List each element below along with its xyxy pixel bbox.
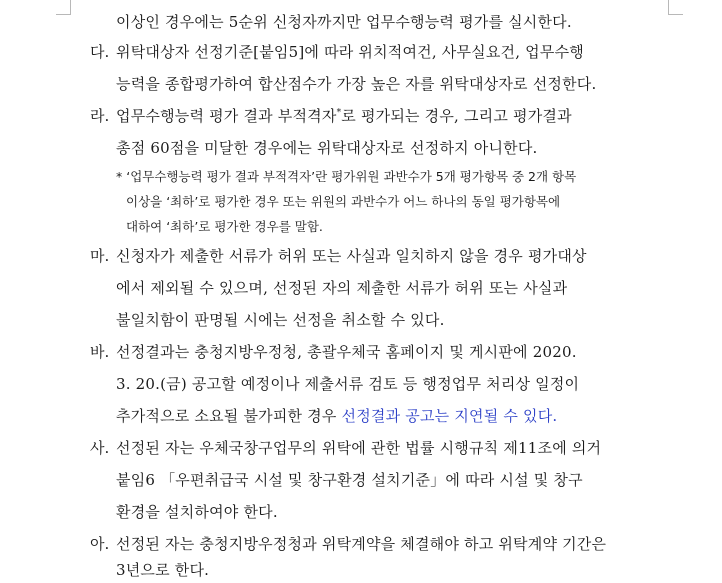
footnote-line: * ‘업무수행능력 평가 결과 부적격자’란 평가위원 과반수가 5개 평가항목 중 2개 항목 xyxy=(116,169,577,184)
item-i-line: 3년으로 한다. xyxy=(116,561,210,579)
item-e-text: 로 평가되는 경우, 그리고 평가결과 xyxy=(341,107,572,125)
item-i-marker: 아. xyxy=(90,535,110,553)
item-g-line xyxy=(116,406,557,426)
item-d-marker: 다. xyxy=(90,43,110,61)
item-g-highlight: 선정결과 공고는 지연될 수 있다. xyxy=(341,407,558,425)
footnote-line: 이상을 ‘최하’로 평가한 경우 또는 위원의 과반수가 어느 하나의 동일 평가항목에 xyxy=(126,194,561,209)
item-f-line: 불일치함이 판명될 시에는 선정을 취소할 수 있다. xyxy=(116,311,445,329)
item-e-marker: 라. xyxy=(90,107,110,125)
crop-mark-top-right xyxy=(668,0,683,15)
item-h-line: 붙임6 「우편취급국 시설 및 창구환경 설치기준」에 따라 시설 및 창구 xyxy=(116,471,583,489)
footnote-line: 대하여 ‘최하’로 평가한 경우를 말함. xyxy=(126,219,323,234)
item-g-line: 선정결과는 충청지방우정청, 총괄우체국 홈페이지 및 게시판에 2020. xyxy=(116,343,577,361)
crop-mark-top-left xyxy=(56,0,71,15)
item-f-line: 신청자가 제출한 서류가 허위 또는 사실과 일치하지 않을 경우 평가대상 xyxy=(116,247,587,265)
item-c-continuation: 이상인 경우에는 5순위 신청자까지만 업무수행능력 평가를 실시한다. xyxy=(116,13,572,31)
item-e-line xyxy=(116,106,572,126)
item-g-marker: 바. xyxy=(90,343,110,361)
item-d-line: 위탁대상자 선정기준[붙임5]에 따라 위치적여건, 사무실요건, 업무수행 xyxy=(116,43,584,61)
item-g-line: 3. 20.(금) 공고할 예정이나 제출서류 검토 등 행정업무 처리상 일정이 xyxy=(116,375,580,393)
item-g-text: 추가적으로 소요될 불가피한 경우 xyxy=(116,407,342,425)
item-h-line: 선정된 자는 우체국창구업무의 위탁에 관한 법률 시행규칙 제11조에 의거 xyxy=(116,439,602,457)
item-i-line: 선정된 자는 충청지방우정청과 위탁계약을 체결해야 하고 위탁계약 기간은 xyxy=(116,535,607,553)
item-e-line: 총점 60점을 미달한 경우에는 위탁대상자로 선정하지 아니한다. xyxy=(116,139,538,157)
item-f-marker: 마. xyxy=(90,247,110,265)
item-d-line: 능력을 종합평가하여 합산점수가 가장 높은 자를 위탁대상자로 선정한다. xyxy=(116,75,597,93)
item-f-line: 에서 제외될 수 있으며, 선정된 자의 제출한 서류가 허위 또는 사실과 xyxy=(116,279,568,297)
item-h-marker: 사. xyxy=(90,439,110,457)
footnote-mark: * xyxy=(336,108,342,118)
item-e-text: 업무수행능력 평가 결과 부적격자 xyxy=(116,107,337,125)
item-h-line: 환경을 설치하여야 한다. xyxy=(116,503,278,521)
